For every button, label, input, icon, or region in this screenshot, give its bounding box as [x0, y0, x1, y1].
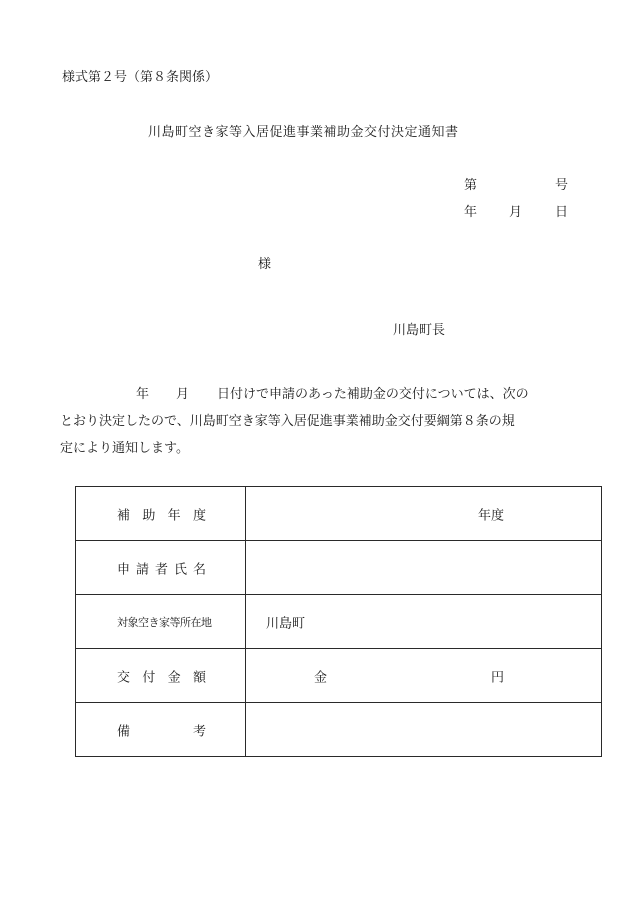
amount-prefix: 金 — [314, 670, 328, 685]
table-row — [76, 703, 602, 757]
document-number-prefix: 第 — [464, 178, 478, 193]
label-property-location: 対象空き家等所在地 — [76, 595, 246, 649]
body-year: 年 — [136, 387, 150, 402]
body-line-1-rest: 日付けで申請のあった補助金の交付については、次の — [217, 387, 529, 402]
subsidy-info-table — [75, 486, 602, 757]
document-number-suffix: 号 — [555, 178, 569, 193]
town-name: 川島町 — [266, 616, 306, 631]
body-text — [60, 381, 582, 462]
addressee-honorific: 様 — [258, 257, 272, 272]
value-applicant-name[interactable] — [246, 541, 602, 595]
label-subsidy-year: 補 助 年 度 — [76, 487, 246, 541]
date-month: 月 — [509, 205, 523, 220]
body-line-3: 定により通知します。 — [60, 441, 189, 456]
table-row — [76, 541, 602, 595]
label-grant-amount: 交 付 金 額 — [76, 649, 246, 703]
table-row — [76, 649, 602, 703]
body-line-1 — [60, 381, 582, 408]
value-grant-amount[interactable] — [246, 649, 602, 703]
value-property-location[interactable] — [246, 595, 602, 649]
label-remarks: 備 考 — [76, 703, 246, 757]
table-row — [76, 595, 602, 649]
table-row — [76, 487, 602, 541]
form-number: 様式第２号（第８条関係） — [62, 70, 219, 85]
document-title: 川島町空き家等入居促進事業補助金交付決定通知書 — [148, 125, 459, 140]
value-remarks[interactable] — [246, 703, 602, 757]
label-applicant-name: 申 請 者 氏 名 — [76, 541, 246, 595]
date-year: 年 — [464, 205, 478, 220]
date-day: 日 — [555, 205, 569, 220]
fiscal-year-unit: 年度 — [478, 508, 505, 523]
body-month: 月 — [176, 387, 190, 402]
sender-name: 川島町長 — [393, 323, 446, 338]
value-subsidy-year[interactable] — [246, 487, 602, 541]
amount-unit: 円 — [491, 670, 505, 685]
body-line-2: とおり決定したので、川島町空き家等入居促進事業補助金交付要綱第８条の規 — [60, 414, 515, 429]
